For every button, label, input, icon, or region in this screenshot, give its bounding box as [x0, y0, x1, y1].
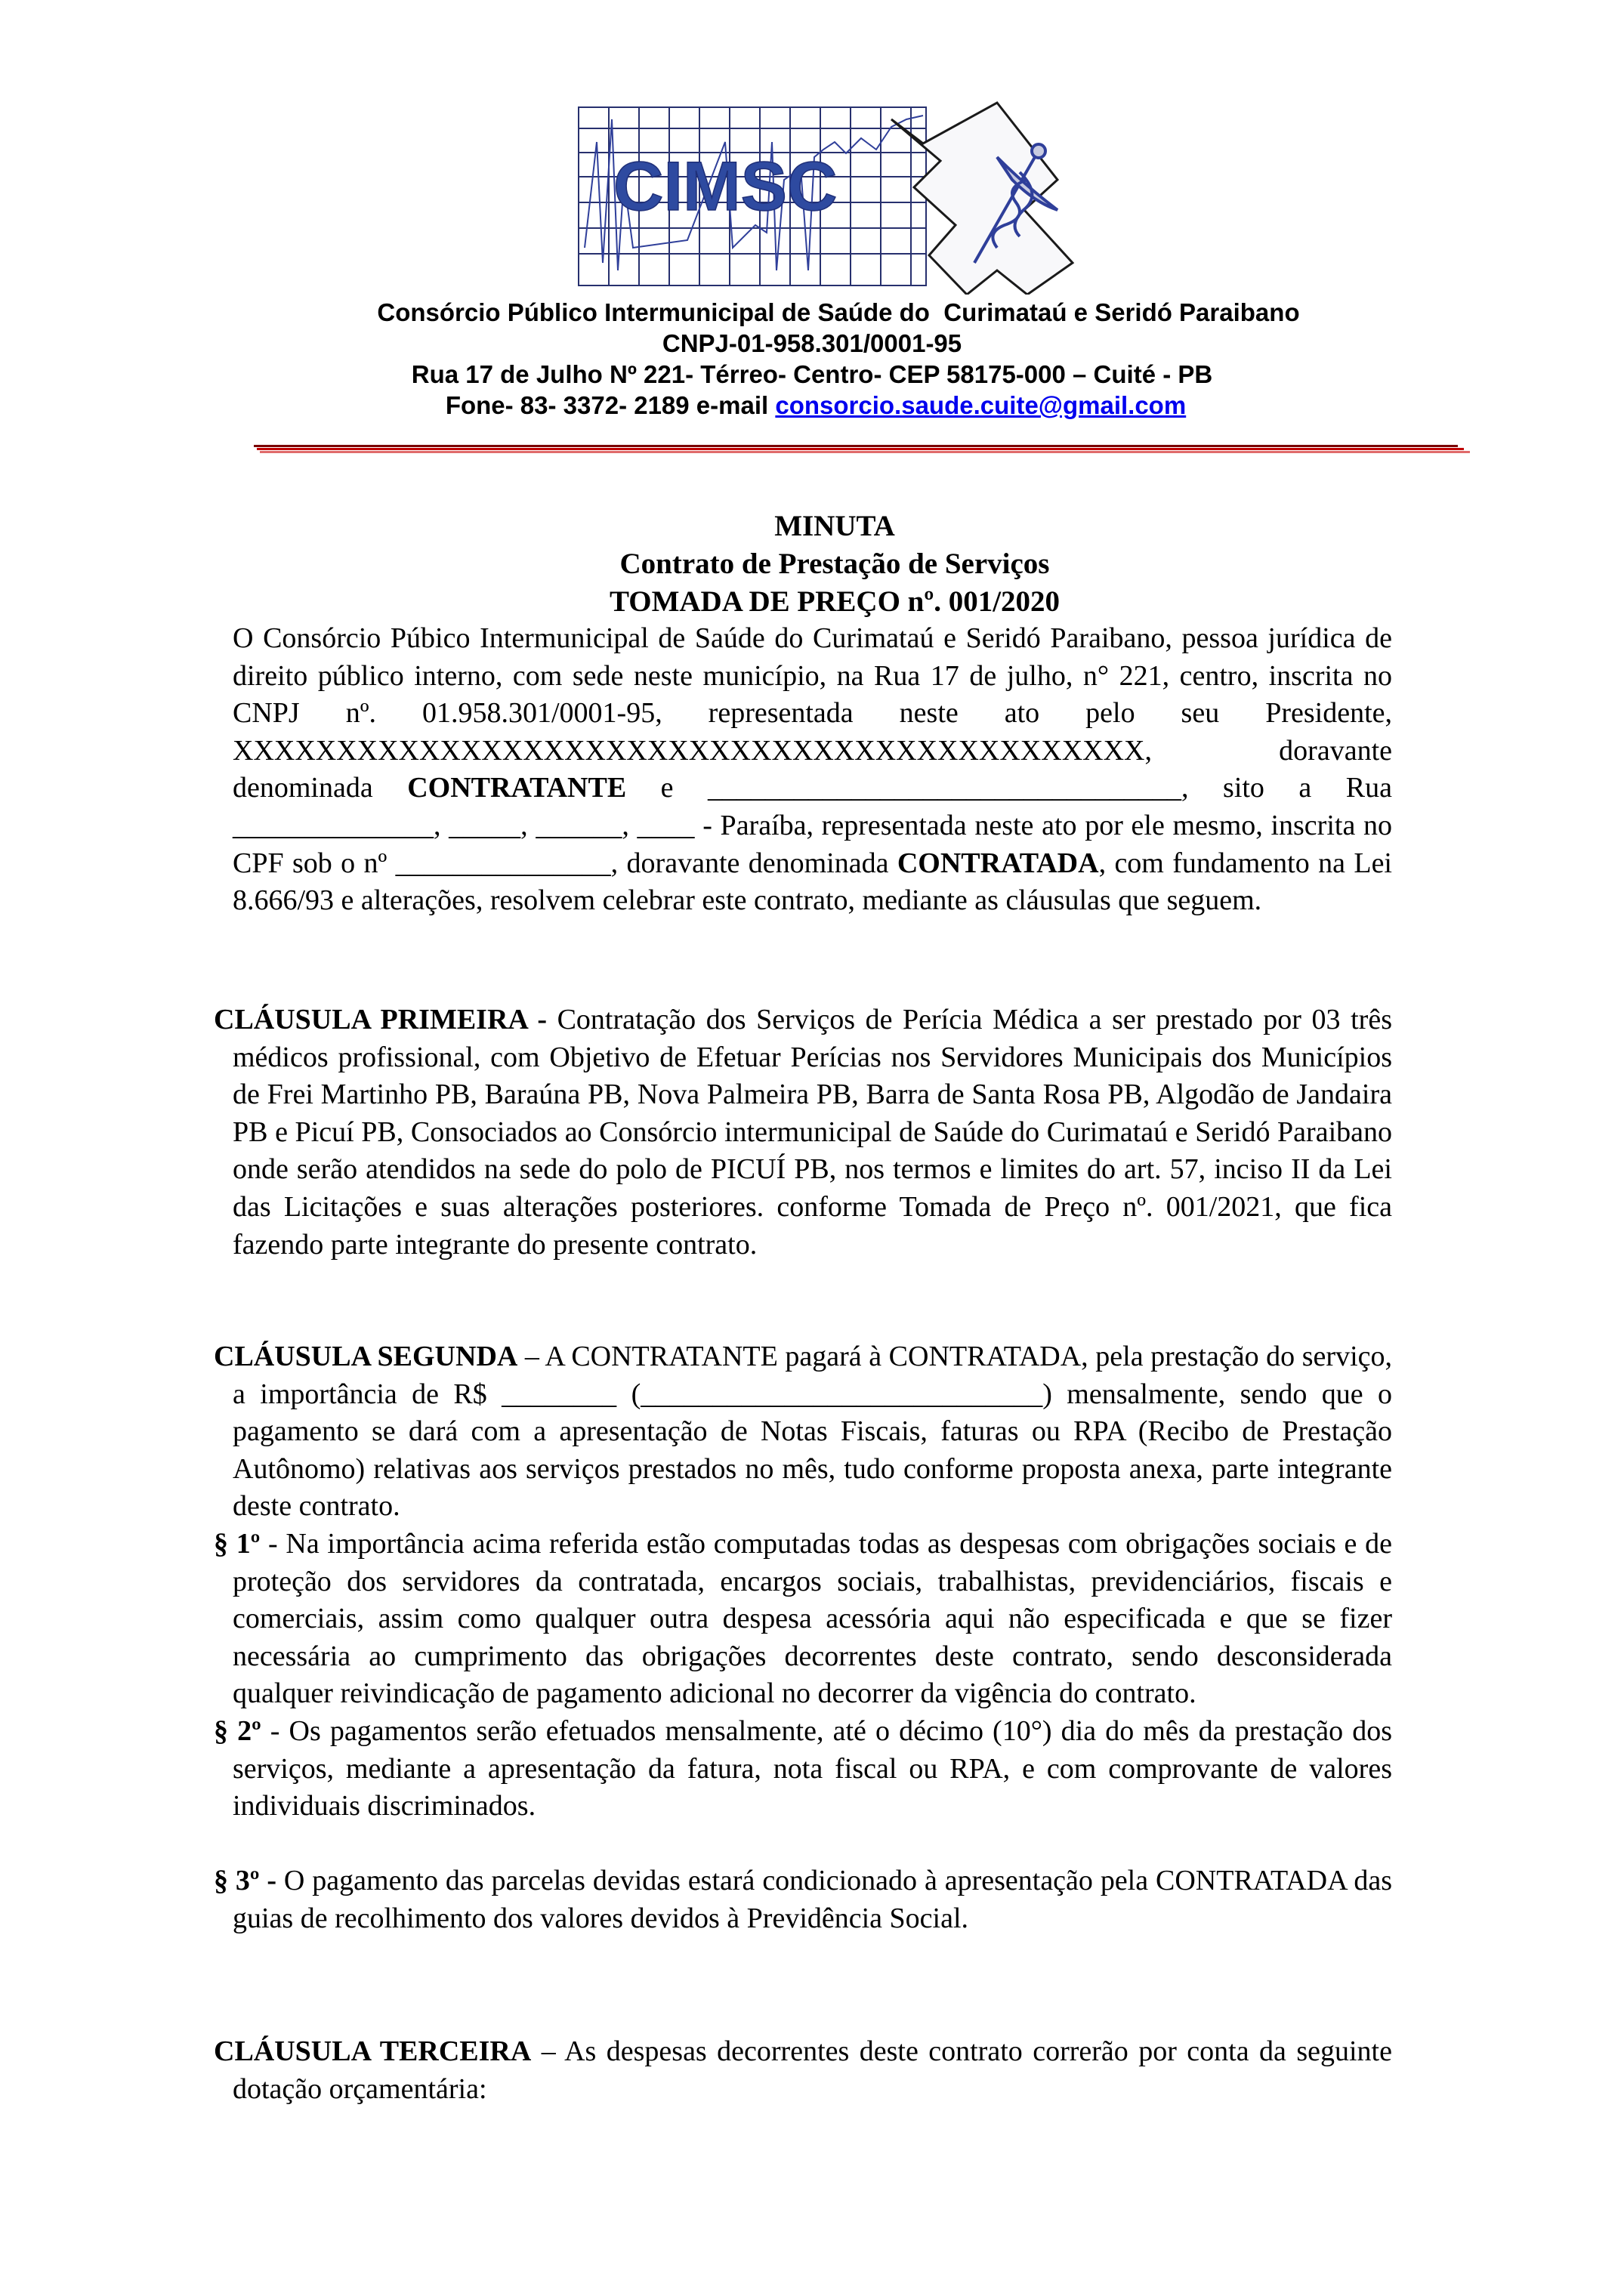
title-tender: TOMADA DE PREÇO nº. 001/2020 — [609, 585, 1061, 618]
logo-text: CIMSC — [613, 148, 838, 225]
cimsc-logo — [574, 97, 1080, 295]
paragraph-marker: § 1º — [214, 1527, 261, 1560]
paragraph-text: O pagamento das parcelas devidas estará condicionado à apresentação pela CONTRATADA das guias de recolhimento dos valores devidos à Previdência Social. — [233, 1865, 1392, 1934]
phone-text: Fone- 83- 3372- 2189 e-mail — [445, 391, 776, 419]
paragraph-text: - Na importância acima referida estão computadas todas as despesas com obrigações sociais e de proteção dos servidores da contratada, encargos sociais, trabalhistas, previdenciários, fiscais e comerciais, assim como qualquer outra despesa acessória aqui não especificada e que se fizer necessária ao cumprimento das obrigações decorrentes deste contrato, sendo desconsiderada qualquer reivindicação de pagamento adicional no decorrer da vigência do contrato. — [233, 1527, 1393, 1710]
paragraph-1 — [214, 1526, 1392, 1713]
preamble-text-3: , com fundamento na Lei 8.666/93 e alterações, resolvem celebrar este contrato, mediante as cláusulas que seguem. — [233, 847, 1392, 917]
paragraph-3 — [214, 1862, 1392, 1937]
clause-heading: CLÁUSULA SEGUNDA — [214, 1341, 518, 1372]
letterhead — [0, 297, 1624, 421]
org-name: Consórcio Público Intermunicipal de Saúde do Curimataú e Seridó Paraibano — [377, 298, 1300, 326]
org-address: Rua 17 de Julho Nº 221- Térreo- Centro- CEP 58175-000 – Cuité - PB — [411, 360, 1213, 388]
clause-text: – A CONTRATANTE pagará à CONTRATADA, pela prestação do serviço, a importância de R$ ________ (____________________________) mensalmente, sendo que o pagamento se dará com a apresentação de Notas Fiscais, faturas ou RPA (Recibo de Prestação Autônomo) relativas aos serviços prestados no mês, tudo conforme proposta anexa, parte integrante deste contrato. — [233, 1341, 1392, 1523]
clause-segunda — [214, 1338, 1392, 1938]
clause-text: – As despesas decorrentes deste contrato correrão por conta da seguinte dotação orçamentária: — [233, 2035, 1392, 2105]
preamble — [233, 620, 1392, 920]
paragraph-text: - Os pagamentos serão efetuados mensalmente, até o décimo (10°) dia do mês da prestação dos serviços, mediante a apresentação da fatura, nota fiscal ou RPA, e com comprovante de valores individuais discriminados. — [233, 1714, 1392, 1822]
paragraph-2 — [214, 1713, 1392, 1825]
title-minuta: MINUTA — [774, 510, 895, 542]
clause-terceira — [214, 2033, 1392, 2108]
email-link[interactable]: consorcio.saude.cuite@gmail.com — [775, 391, 1187, 419]
org-cnpj: CNPJ-01-958.301/0001-95 — [662, 329, 962, 357]
clause-primeira — [214, 1001, 1392, 1264]
paragraph-marker: § 3º - — [214, 1865, 277, 1897]
clause-heading: CLÁUSULA TERCEIRA — [214, 2035, 532, 2067]
header-divider — [254, 445, 1485, 455]
document-titles — [0, 508, 1624, 621]
title-contract: Contrato de Prestação de Serviços — [619, 548, 1050, 580]
contratada-label: CONTRATADA — [897, 847, 1099, 879]
paragraph-marker: § 2º — [214, 1714, 261, 1747]
preamble-text-1: O Consórcio Púbico Intermunicipal de Saúde do Curimataú e Seridó Paraibano, pessoa jurídica de direito público interno, com sede neste município, na Rua 17 de julho, n° 221, centro, inscrita no CNPJ nº. 01.958.301/0001-95, representada neste ato pelo seu Presidente, XXXXXXXXXXXXXXXXXXXXXXXXXXXXXXXXXXXXXXXXXXXX, doravante denominada — [233, 622, 1392, 804]
preamble-text-2: e _________________________________, sito a Rua ______________, _____, ______, ____ - Paraíba, representada neste ato por ele mesmo, inscrita no CPF sob o nº _______________, doravante denominada — [233, 772, 1392, 879]
logo-graphic — [574, 97, 1080, 295]
org-contact — [0, 390, 1624, 421]
clause-text: Contratação dos Serviços de Perícia Médica a ser prestado por 03 três médicos profissional, com Objetivo de Efetuar Perícias nos Servidores Municipais dos Municípios de Frei Martinho PB, Baraúna PB, Nova Palmeira PB, Barra de Santa Rosa PB, Algodão de Jandaira PB e Picuí PB, Consociados ao Consórcio intermunicipal de Saúde do Curimataú e Seridó Paraibano onde serão atendidos na sede do polo de PICUÍ PB, nos termos e limites do art. 57, inciso II da Lei das Licitações e suas alterações posteriores. conforme Tomada de Preço nº. 001/2021, que fica fazendo parte integrante do presente contrato. — [233, 1004, 1392, 1261]
clause-heading: CLÁUSULA PRIMEIRA - — [214, 1004, 547, 1035]
contratante-label: CONTRATANTE — [407, 772, 627, 804]
